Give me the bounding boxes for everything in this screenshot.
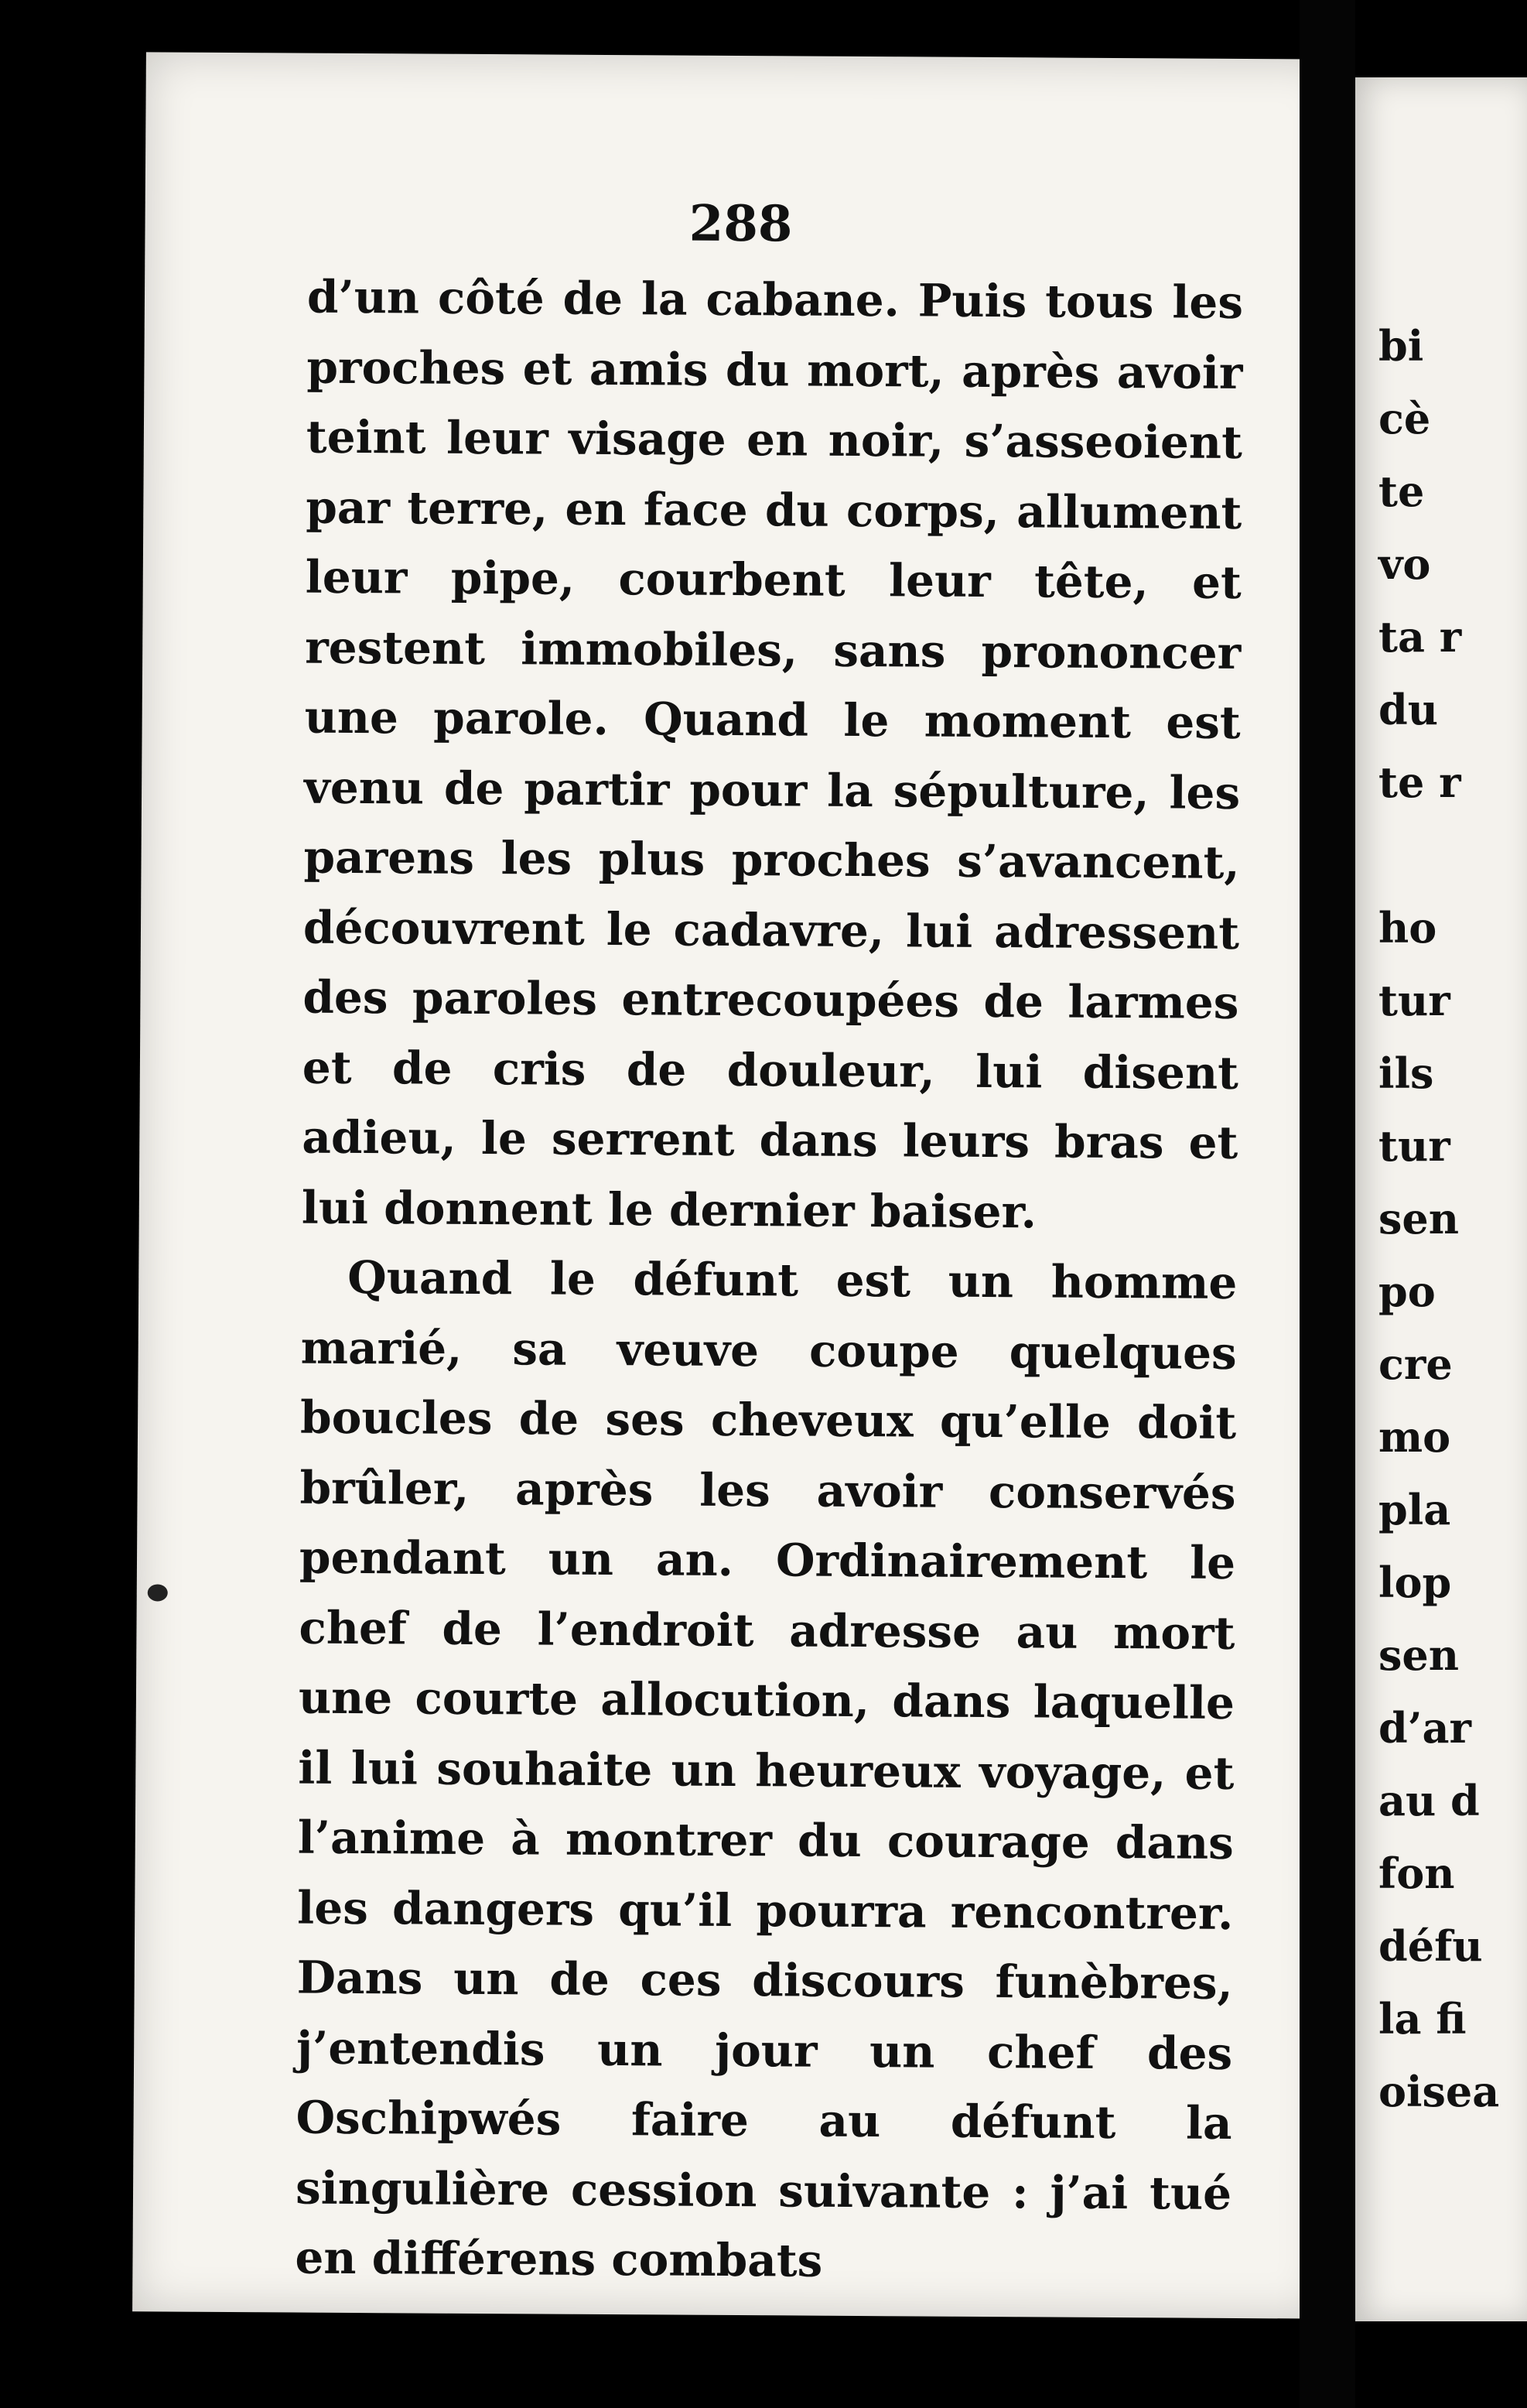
paragraph-gap — [1378, 819, 1499, 891]
page-number: 288 — [688, 194, 793, 254]
fragment-line: tur — [1378, 976, 1450, 1025]
fragment-line: sen — [1378, 1194, 1460, 1243]
fragment-line: te — [1378, 467, 1425, 516]
fragment-line: oisea — [1378, 2067, 1500, 2116]
fragment-line: la fi — [1378, 1994, 1467, 2044]
fragment-line: ta r — [1378, 612, 1462, 662]
fragment-line: du — [1378, 685, 1439, 734]
paragraph-1: d’un côté de la cabane. Puis tous les proches et amis du mort, après avoir teint leur visage en noir, s’asseoient par terre, en face du corps, allument leur pipe, courbent leur tête, et restent immobiles, sans prononcer une parole. Quand le moment est venu de partir pour la sépulture, les parens les plus proches s’avancent, découvrent le cadavre, lui adressent des paroles entrecoupées de larmes et de cris de douleur, lui disent adieu, le serrent dans leurs bras et lui donnent le dernier baiser. — [301, 270, 1244, 1238]
fragment-line: fon — [1378, 1849, 1455, 1898]
fragment-line: te r — [1378, 758, 1461, 807]
facing-page-text — [1378, 310, 1499, 2128]
fragment-line: lop — [1378, 1558, 1452, 1607]
fragment-line: vo — [1378, 539, 1431, 589]
fragment-line: bi — [1378, 321, 1424, 371]
ink-blot — [148, 1584, 168, 1601]
body-text — [295, 262, 1243, 2299]
left-page — [132, 52, 1337, 2318]
paragraph-2: Quand le défunt est un homme marié, sa veuve coupe quelques boucles de ses cheveux qu’elle doit brûler, après les avoir conservés pendant un an. Ordinairement le chef de l’endroit adresse au mort une courte allocution, dans laquelle il lui souhaite un heureux voyage, et l’anime à montrer du courage dans les dangers qu’il pourra rencontrer. Dans un de ces discours funèbres, j’entendis un jour un chef des Oschipwés faire au défunt la singulière cession suivante : j’ai tué en différens combats — [295, 1250, 1238, 2287]
fragment-line: cre — [1378, 1339, 1453, 1389]
fragment-line: pla — [1378, 1485, 1451, 1534]
book-gutter — [1300, 0, 1355, 2408]
fragment-line: d’ar — [1378, 1703, 1471, 1753]
fragment-line: au d — [1378, 1776, 1480, 1825]
fragment-line: sen — [1378, 1630, 1460, 1680]
fragment-line: ils — [1378, 1048, 1434, 1098]
fragment-line: ho — [1378, 903, 1437, 953]
fragment-line: tur — [1378, 1121, 1450, 1171]
facing-page — [1355, 77, 1527, 2321]
fragment-line: mo — [1378, 1412, 1451, 1462]
fragment-line: cè — [1378, 394, 1431, 443]
fragment-line: défu — [1378, 1921, 1483, 1971]
fragment-line: po — [1378, 1267, 1436, 1316]
